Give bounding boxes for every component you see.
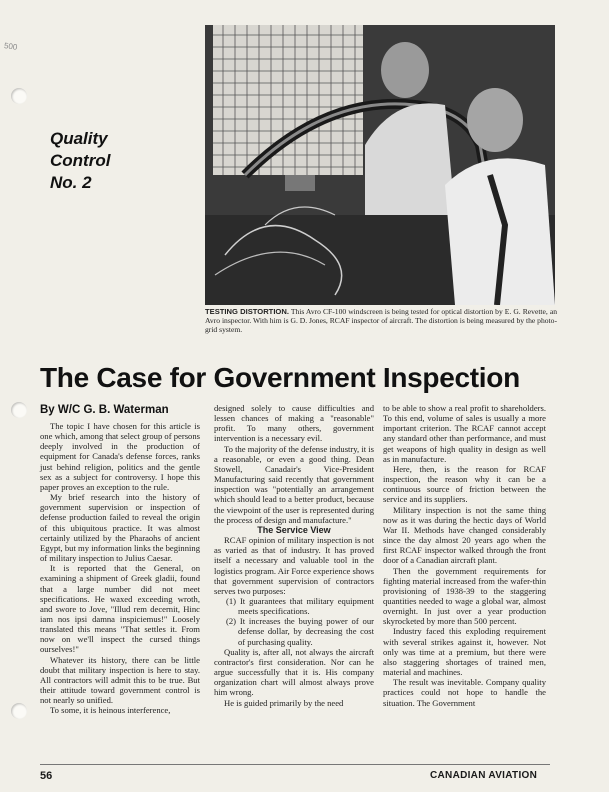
paragraph: My brief research into the history of government supervision or inspection of defense production failed to reveal the origin of this ubiquitous practice. It was almost certainly utilized by the Pharaohs of ancient Egypt, but my information links the beginning of military inspection to Julius Caesar. (40, 492, 200, 564)
binder-hole-bottom (11, 703, 27, 719)
photo-illustration (205, 25, 555, 305)
paragraph: He is guided primarily by the need (224, 697, 344, 708)
paragraph: designed solely to cause difficulties and lessen chances of making a "reasonable" profit. To many others, government intervention is a necessary evil. (214, 403, 374, 444)
list-item: (2) It increases the buying power of our defense dollar, by decreasing the cost of purchasing quality. (226, 616, 374, 647)
article-byline: By W/C G. B. Waterman (40, 404, 169, 416)
purpose-list (214, 596, 374, 647)
section-subhead: The Service View (257, 524, 331, 535)
paragraph: Quality is, after all, not always the aircraft contractor's first consideration. Nor can he argue successfully that it is. His company organization chart will almost always prove him wrong. (214, 646, 374, 698)
paragraph: Industry faced this exploding requirement with several strikes against it, however. Not only was time at a premium, but there were also staggering shortages of trained men, material and machines. (383, 626, 546, 678)
paragraph: Military inspection is not the same thing now as it was during the hectic days of World War II. Methods have changed considerably since the day almost 20 years ago when the first RCAF inspector walked through the front door of a Canadian aircraft plant. (383, 504, 546, 566)
paragraph: RCAF opinion of military inspection is not as varied as that of industry. It has proved itself a necessary and valuable tool in the logistics program. Air Force experience shows that government supervision of contractors serves two purposes: (214, 535, 374, 596)
section-label-line1: Quality (50, 129, 108, 148)
paragraph: The result was inevitable. Company quality practices could not hope to handle the situation. The Government (383, 677, 546, 708)
article-column-2 (214, 403, 374, 708)
margin-note: 500 (3, 41, 18, 52)
article-column-3 (383, 403, 546, 708)
section-label-line3: No. 2 (50, 173, 92, 192)
paragraph: It is reported that the General, on examining a shipment of Greek gladii, found that a large number did not meet specifications. He waxed exceeding wroth, and swore to Jove, "Illud rem decernit, Hinc iam nos ipsi damna inspiciemus!" Loosely translated this means "That settles it. From now on we'll inspect the cursed things ourselves!" (40, 563, 200, 655)
section-label (50, 128, 110, 194)
paragraph: to be able to show a real profit to shareholders. To this end, volume of sales is usually a more important criterion. The RCAF cannot accept any standard other than performance, and must get weapons of high quality in design as well as in manufacture. (383, 403, 546, 464)
paragraph: To some, it is heinous interference, (50, 705, 171, 716)
article-column-1 (40, 421, 200, 716)
paragraph: Then the government requirements for fighting material increased from the wafer-thin provisioning of 1938-39 to the staggering quantities needed to wage a global war, almost overnight. In just over a year production skyrocketed by more than 500 percent. (383, 565, 546, 627)
footer-rule (40, 764, 550, 765)
photo-caption (205, 307, 557, 334)
page-number: 56 (40, 770, 53, 782)
binder-hole-top (11, 88, 27, 104)
article-headline: The Case for Government Inspection (40, 362, 520, 393)
paragraph: The topic I have chosen for this article is one which, among that select group of persons deeply involved in the production of equipment for Canada's defense forces, ranks just behind religion, politics and the gentle sex as a subject for controversy. I hope this paper proves an exception to the rule. (40, 421, 200, 492)
magazine-name: CANADIAN AVIATION (430, 770, 538, 781)
paragraph: Whatever its history, there can be little doubt that military inspection is here to stay. All contractors will admit this to be true. But their attitude toward government control is not nearly so unified. (40, 654, 200, 706)
paragraph: Here, then, is the reason for RCAF inspection, the reason why it can be a continuous source of friction between the service and its suppliers. (383, 463, 546, 505)
list-item: (1) It guarantees that military equipment meets specifications. (226, 595, 374, 617)
caption-lead: TESTING DISTORTION. (205, 307, 289, 316)
caption-text: This Avro CF-100 windscreen is being tested for optical distortion by E. G. Revette, an Avro inspector. With him is G. D. Jones, RCAF inspector of aircraft. The distortion is being measured by the photo-grid system. (205, 307, 557, 334)
paragraph: To the majority of the defense industry, it is a reasonable, or even a good thing. Dean Stowell, Canadair's Vice-President Manufacturing said recently that government inspection was "potentially an arrangement which should lead to a better product, because the viewpoint of the user is represented during the process of design and manufacture." (214, 443, 374, 525)
binder-hole-middle (11, 402, 27, 418)
section-label-line2: Control (50, 151, 111, 170)
inspection-photo (205, 25, 555, 305)
